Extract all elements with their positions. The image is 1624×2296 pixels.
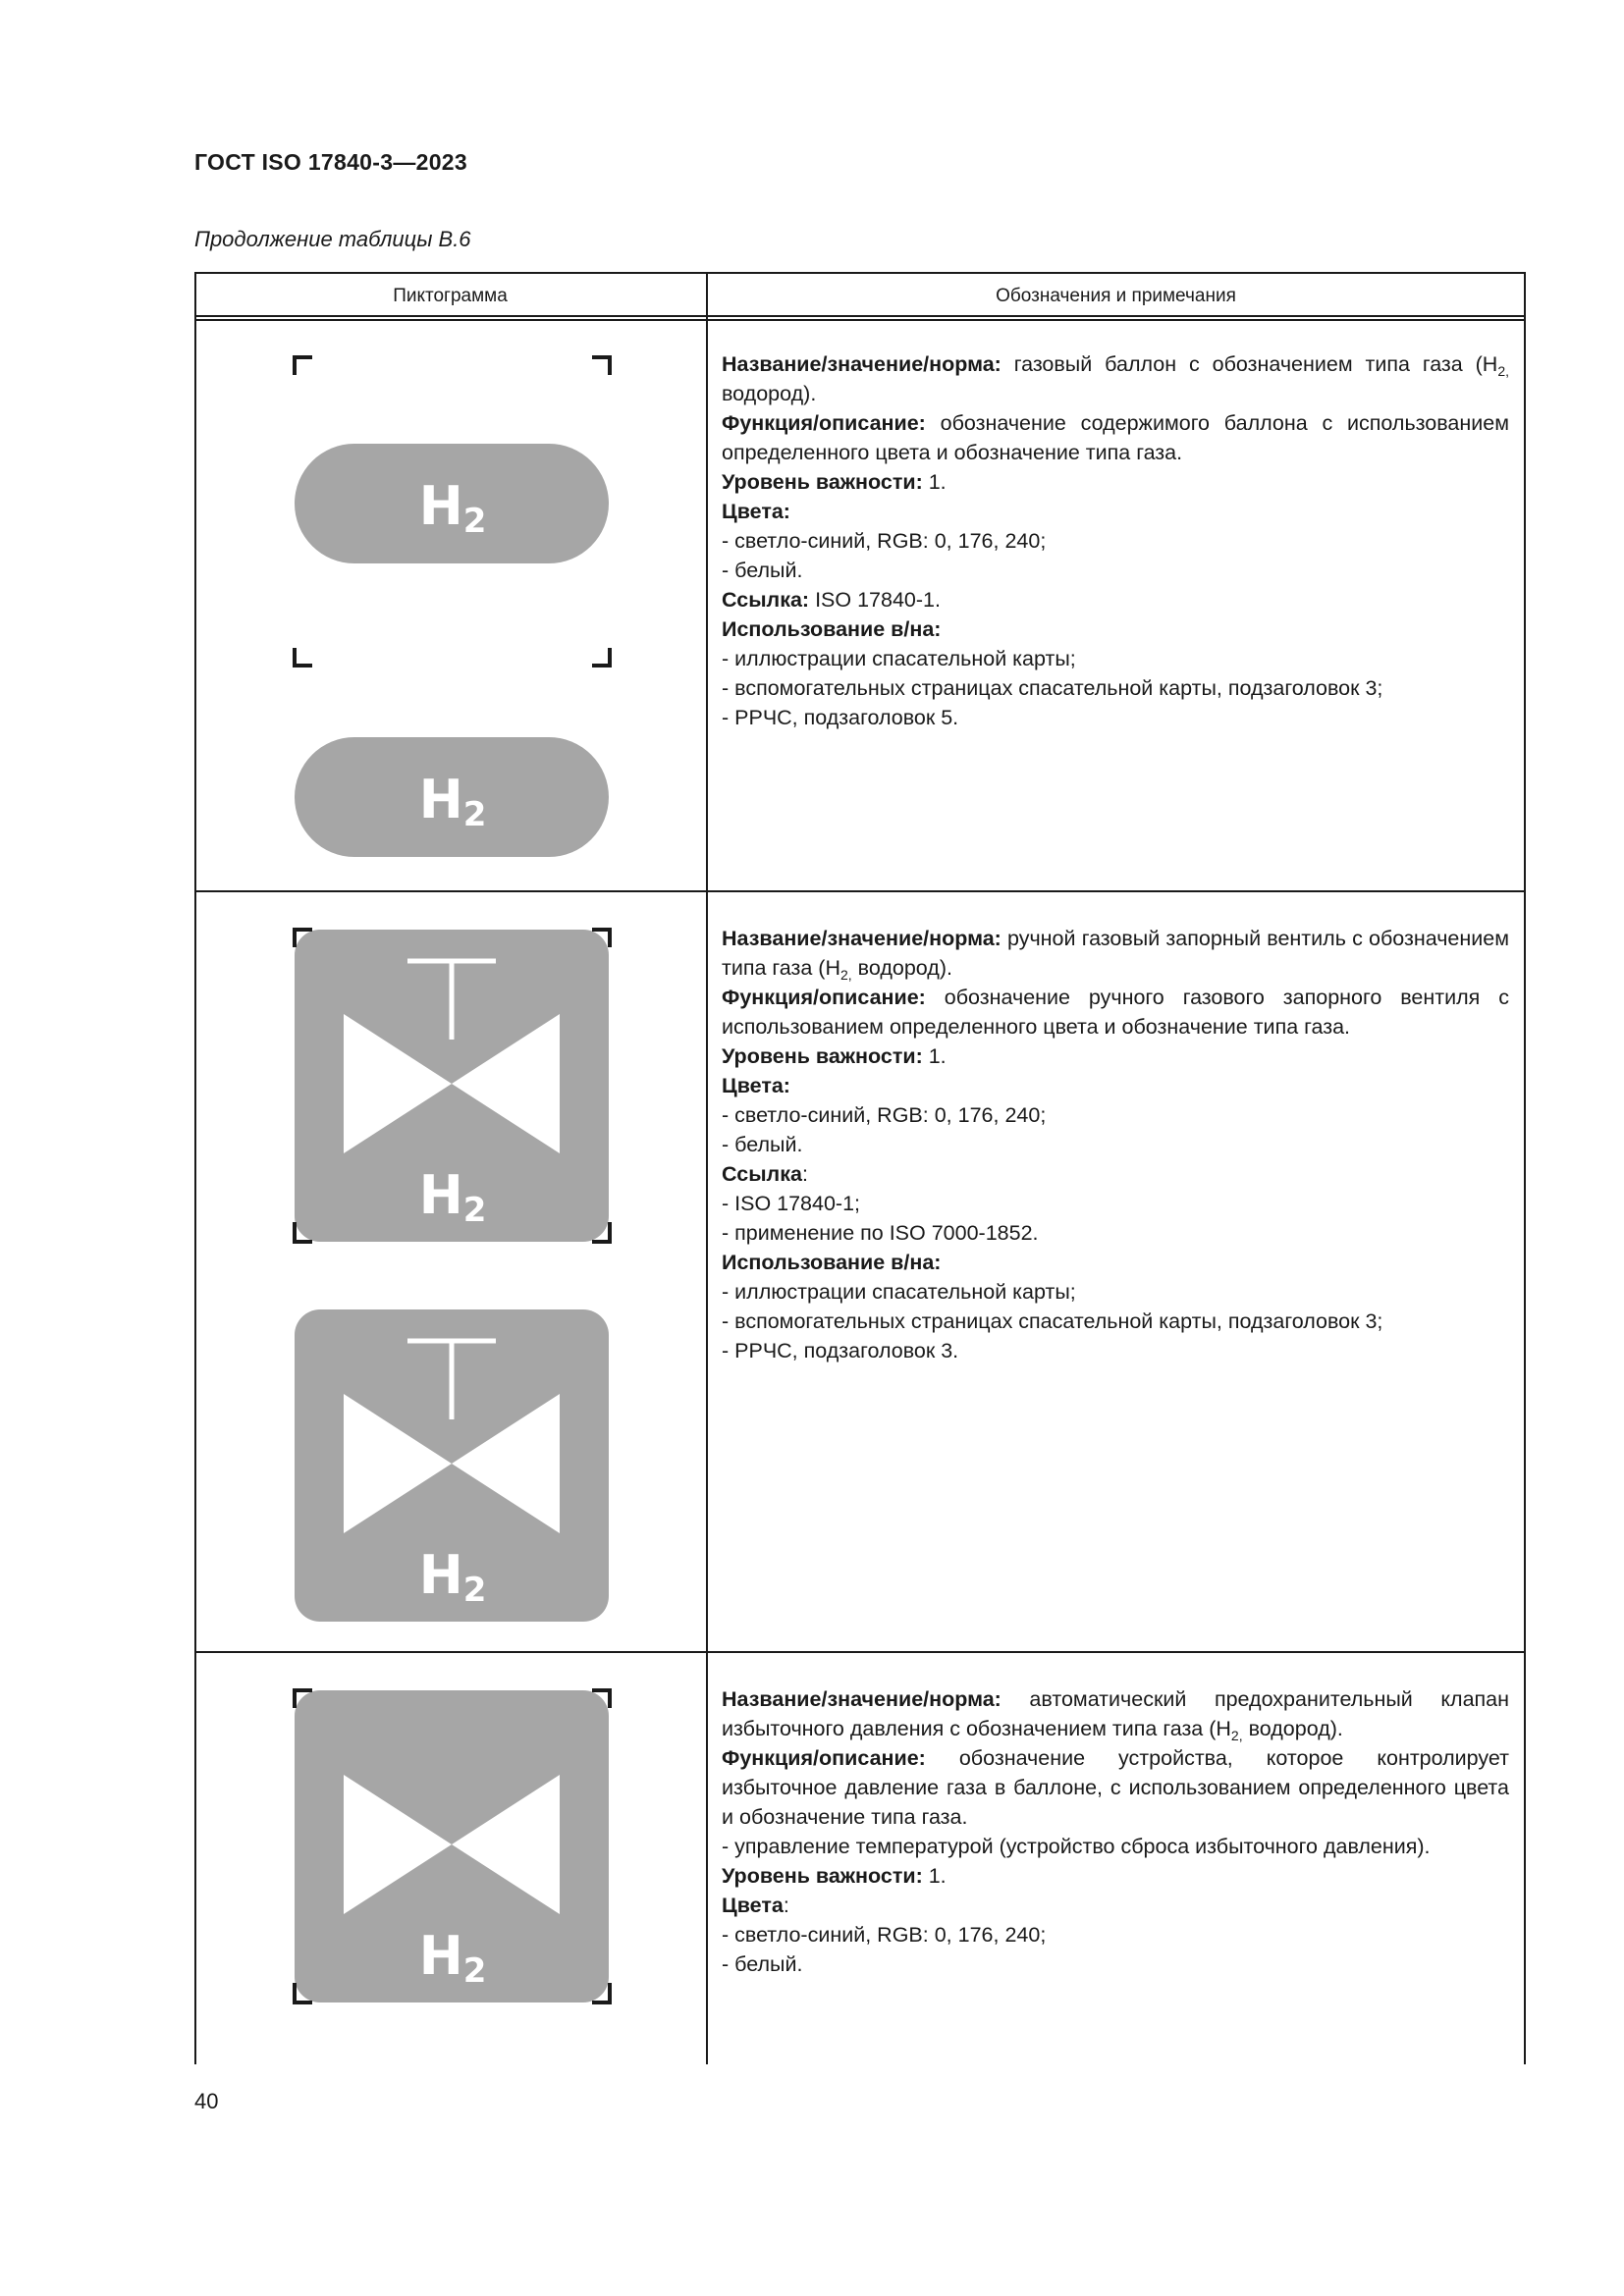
description-line: [722, 526, 1509, 556]
field-value: - белый.: [722, 559, 803, 582]
svg-text:H2: H2: [418, 1544, 487, 1610]
field-value: 1.: [922, 470, 947, 494]
column-divider: [706, 272, 708, 2064]
field-label: Уровень важности:: [722, 1044, 923, 1068]
page-number: 40: [194, 2089, 219, 2113]
description-line: [722, 1949, 1509, 1979]
field-label: Цвета: [722, 1894, 784, 1917]
row-divider-2: [194, 1651, 1526, 1653]
field-value: автоматический предохранительный клапан избыточного давления с обозначением типа газа (H: [722, 1687, 1509, 1740]
subscript: 2,: [1230, 1728, 1243, 1743]
description-line: [722, 703, 1509, 732]
field-value: - управление температурой (устройство сброса избыточного давления).: [722, 1835, 1431, 1858]
document-code: ГОСТ ISO 17840-3—2023: [194, 149, 467, 175]
field-value-tail: водород).: [722, 382, 817, 405]
field-label: Цвета:: [722, 500, 790, 523]
field-value: - светло-синий, RGB: 0, 176, 240;: [722, 1103, 1047, 1127]
description-line: [722, 614, 1509, 644]
description-line: [722, 1891, 1509, 1920]
description-line: [722, 1743, 1509, 1832]
field-value-tail: водород).: [851, 956, 952, 980]
description-line: [722, 1041, 1509, 1071]
svg-text:H2: H2: [418, 475, 487, 541]
field-label: Название/значение/норма:: [722, 927, 1001, 950]
row-1-description: [722, 349, 1509, 732]
field-value: - светло-синий, RGB: 0, 176, 240;: [722, 1923, 1047, 1947]
description-line: [722, 1159, 1509, 1189]
description-line: [722, 1684, 1509, 1743]
subscript: 2,: [1497, 363, 1509, 379]
svg-text:H2: H2: [418, 1164, 487, 1230]
description-line: [722, 1218, 1509, 1248]
field-label: Использование в/на:: [722, 617, 942, 641]
header-divider-2: [194, 319, 1526, 321]
description-line: [722, 673, 1509, 703]
description-line: [722, 467, 1509, 497]
field-value-tail: водород).: [1242, 1717, 1343, 1740]
field-value: :: [801, 1162, 808, 1186]
manual-shutoff-valve-h2-icon: [293, 1308, 612, 1624]
field-value: 1.: [922, 1044, 947, 1068]
field-label: Уровень важности:: [722, 470, 923, 494]
manual-shutoff-valve-h2-icon: [293, 928, 612, 1244]
field-label: Название/значение/норма:: [722, 352, 1001, 376]
field-value: - вспомогательных страницах спасательной карты, подзаголовок 3;: [722, 1309, 1383, 1333]
field-label: Уровень важности:: [722, 1864, 923, 1888]
description-line: [722, 1920, 1509, 1949]
field-value: - белый.: [722, 1952, 803, 1976]
subscript: 2,: [840, 967, 852, 983]
row-divider-1: [194, 890, 1526, 892]
field-label: Функция/описание:: [722, 411, 926, 435]
description-line: [722, 1832, 1509, 1861]
field-value: - РРЧС, подзаголовок 3.: [722, 1339, 959, 1362]
description-line: [722, 1307, 1509, 1336]
gas-cylinder-h2-icon: [293, 355, 612, 669]
description-line: [722, 1277, 1509, 1307]
field-value: ISO 17840-1.: [809, 588, 941, 612]
description-line: [722, 408, 1509, 467]
description-line: [722, 924, 1509, 983]
field-value: - РРЧС, подзаголовок 5.: [722, 706, 959, 729]
field-value: обозначение ручного газового запорного вентиля с использованием определенного цвета и обозначение типа газа.: [722, 986, 1509, 1039]
description-line: [722, 585, 1509, 614]
field-value: :: [783, 1894, 789, 1917]
field-value: - применение по ISO 7000-1852.: [722, 1221, 1039, 1245]
field-value: газовый баллон с обозначением типа газа (H: [1001, 352, 1498, 376]
field-label: Ссылка: [722, 1162, 802, 1186]
description-line: [722, 1071, 1509, 1100]
field-value: - вспомогательных страницах спасательной карты, подзаголовок 3;: [722, 676, 1383, 700]
field-value: - светло-синий, RGB: 0, 176, 240;: [722, 529, 1047, 553]
row-3-description: [722, 1684, 1509, 1979]
field-label: Ссылка:: [722, 588, 810, 612]
column-header-notes: Обозначения и примечания: [996, 286, 1236, 306]
row-2-description: [722, 924, 1509, 1365]
svg-text:H2: H2: [418, 1925, 487, 1991]
description-line: [722, 1248, 1509, 1277]
field-value: - иллюстрации спасательной карты;: [722, 647, 1076, 670]
svg-text:H2: H2: [418, 769, 487, 834]
field-label: Использование в/на:: [722, 1251, 942, 1274]
table-caption: Продолжение таблицы В.6: [194, 227, 471, 251]
description-line: [722, 1189, 1509, 1218]
table-border-left: [194, 272, 196, 2064]
column-header-pictogram: Пиктограмма: [393, 286, 508, 306]
description-line: [722, 1336, 1509, 1365]
pressure-relief-valve-h2-icon: [293, 1688, 612, 2004]
field-value: - белый.: [722, 1133, 803, 1156]
table-border-right: [1524, 272, 1526, 2064]
field-label: Функция/описание:: [722, 1746, 926, 1770]
pictogram-table: [194, 272, 1526, 2064]
description-line: [722, 983, 1509, 1041]
field-value: 1.: [922, 1864, 947, 1888]
field-value: обозначение устройства, которое контролирует избыточное давление газа в баллоне, с использованием определенного цвета и обозначение типа газа.: [722, 1746, 1509, 1829]
description-line: [722, 1861, 1509, 1891]
gas-cylinder-h2-icon: [293, 733, 612, 861]
description-line: [722, 349, 1509, 408]
description-line: [722, 644, 1509, 673]
field-label: Функция/описание:: [722, 986, 926, 1009]
description-line: [722, 1100, 1509, 1130]
description-line: [722, 1130, 1509, 1159]
field-value: обозначение содержимого баллона с использованием определенного цвета и обозначение типа газа.: [722, 411, 1509, 464]
field-label: Цвета:: [722, 1074, 790, 1097]
field-value: - ISO 17840-1;: [722, 1192, 861, 1215]
field-label: Название/значение/норма:: [722, 1687, 1001, 1711]
field-value: - иллюстрации спасательной карты;: [722, 1280, 1076, 1304]
description-line: [722, 556, 1509, 585]
field-value: ручной газовый запорный вентиль с обозначением типа газа (H: [722, 927, 1509, 980]
description-line: [722, 497, 1509, 526]
